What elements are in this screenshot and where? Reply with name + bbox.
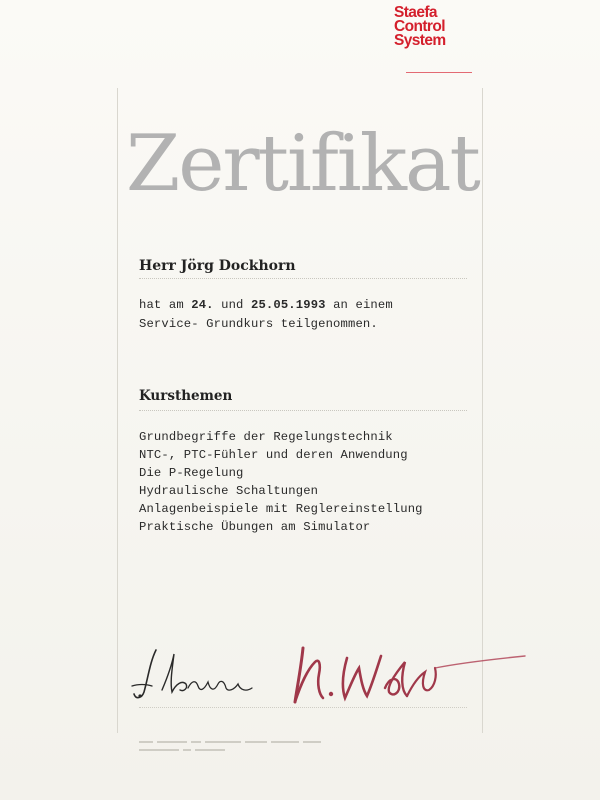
footer-imprint-graphic-2: [139, 748, 239, 753]
topic-item: Hydraulische Schaltungen: [139, 484, 319, 498]
topics-list: [139, 428, 423, 536]
statement-post: an einem: [325, 298, 393, 312]
certificate-title: Zertifikat: [126, 119, 479, 209]
logo-line-1: Staefa: [394, 4, 437, 21]
signature-line: [139, 707, 467, 708]
statement-mid: und: [213, 298, 251, 312]
statement-date-1: 24.: [191, 298, 214, 312]
signature-instructor: [128, 640, 278, 710]
topic-item: Praktische Übungen am Simulator: [139, 520, 371, 534]
topics-divider: [139, 410, 467, 411]
recipient-name: Herr Jörg Dockhorn: [139, 258, 296, 274]
topic-item: Grundbegriffe der Regelungstechnik: [139, 430, 393, 444]
company-logo: [394, 6, 476, 48]
footer-imprint-2: [139, 748, 239, 755]
statement-line-1: [139, 298, 393, 312]
footer-imprint-graphic-1: [139, 740, 329, 745]
logo-line-2: Control: [394, 18, 445, 35]
logo-rule: [406, 72, 472, 73]
topic-item: NTC-, PTC-Fühler und deren Anwendung: [139, 448, 408, 462]
frame-rule-left: [117, 88, 118, 733]
recipient-divider: [139, 278, 467, 279]
topic-item: Die P-Regelung: [139, 466, 244, 480]
logo-line-3: System: [394, 32, 446, 49]
statement-pre: hat am: [139, 298, 192, 312]
topic-item: Anlagenbeispiele mit Reglereinstellung: [139, 502, 423, 516]
topics-heading: Kursthemen: [139, 388, 233, 404]
statement-line-2: Service- Grundkurs teilgenommen.: [139, 317, 378, 331]
statement-date-2: 25.05.1993: [250, 298, 326, 312]
footer-imprint-1: [139, 740, 329, 747]
signature-director: [285, 628, 535, 718]
